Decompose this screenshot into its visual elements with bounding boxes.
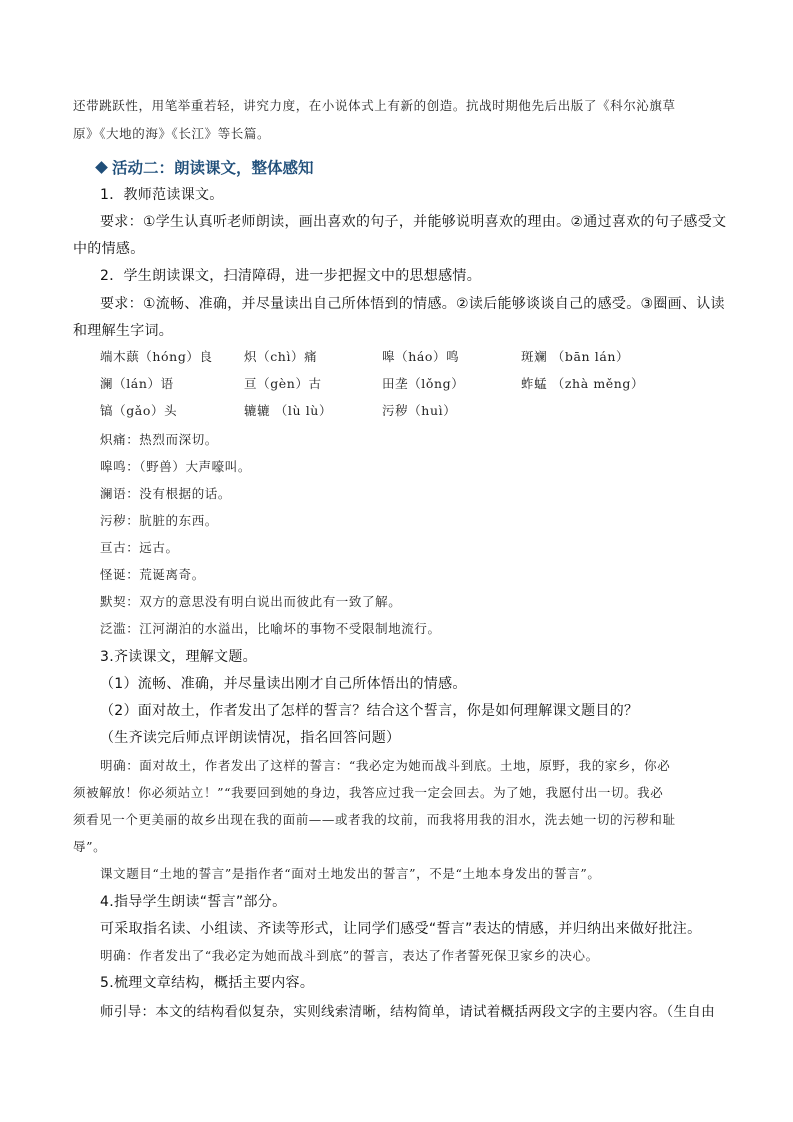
step5-title: 5.梳理文章结构，概括主要内容。 <box>100 975 315 991</box>
definition-line: 污秽：肮脏的东西。 <box>100 513 218 528</box>
vocab-item: 污秽（huì） <box>382 403 457 418</box>
step4-answer: 明确：作者发出了“我必定为她而战斗到底”的誓言，表达了作者誓死保卫家乡的决心。 <box>100 948 599 963</box>
step3-subitem-2: （2）面对故土，作者发出了怎样的誓言？结合这个誓言，你是如何理解课文题目的？ <box>100 703 639 719</box>
step4-body: 可采取指名读、小组读、齐读等形式，让同学们感受“誓言”表达的情感，并归纳出来做好批注。 <box>100 921 702 937</box>
definition-line: 默契：双方的意思没有明白说出而彼此有一致了解。 <box>100 594 402 609</box>
step2-requirement-line-2: 和理解生字词。 <box>73 323 174 339</box>
section-heading <box>97 156 314 178</box>
vocab-item: 蚱蜢 （zhà měng） <box>521 376 645 391</box>
step3-note: （生齐读完后师点评朗读情况，指名回答问题） <box>100 730 401 746</box>
definition-line: 泛滥：江河湖泊的水溢出，比喻坏的事物不受限制地流行。 <box>100 621 441 636</box>
vocab-item: 亘（gèn）古 <box>244 376 322 391</box>
step3-topic-note: 课文题目“土地的誓言”是指作者“面对土地发出的誓言”，不是“土地本身发出的誓言”。 <box>100 866 601 881</box>
definition-line: 嗥鸣：（野兽）大声嚎叫。 <box>100 459 251 474</box>
definition-line: 怪诞：荒诞离奇。 <box>100 567 205 582</box>
step3-answer-line-3: 须看见一个更美丽的故乡出现在我的面前——或者我的坟前，而我将用我的泪水，洗去她一切的污秽和耻 <box>73 812 676 827</box>
step1-requirement-line-1: 要求：①学生认真听老师朗读，画出喜欢的句子，并能够说明喜欢的理由。②通过喜欢的句子感受文 <box>100 214 727 230</box>
step1-title: 1．教师范读课文。 <box>100 187 224 203</box>
step3-title: 3.齐读课文，理解文题。 <box>100 649 257 665</box>
step3-answer-line-4: 辱”。 <box>73 839 107 854</box>
step1-requirement-line-2: 中的情感。 <box>73 241 145 257</box>
step2-title: 2．学生朗读课文，扫清障碍，进一步把握文中的思想感情。 <box>100 268 482 284</box>
vocab-item: 嗥（háo）鸣 <box>382 349 460 364</box>
step2-requirement-line-1: 要求：①流畅、准确，并尽量读出自己所体悟到的情感。②读后能够谈谈自己的感受。③圈画、认读 <box>100 296 725 312</box>
vocab-item: 辘辘 （lù lù） <box>244 403 333 418</box>
step4-title: 4.指导学生朗读“誓言”部分。 <box>100 894 287 910</box>
vocab-item: 炽（chì）痛 <box>244 349 318 364</box>
intro-line-1: 还带跳跃性，用笔举重若轻，讲究力度，在小说体式上有新的创造。抗战时期他先后出版了《科尔沁旗草 <box>73 98 676 113</box>
step3-answer-line-2: 须被解放！你必须站立！”“我要回到她的身边，我答应过我一定会回去。为了她，我愿付出一切。我必 <box>73 785 664 800</box>
definition-line: 澜语：没有根据的话。 <box>100 486 232 501</box>
step3-answer-line-1: 明确：面对故土，作者发出了这样的誓言：“我必定为她而战斗到底。土地，原野，我的家乡，你必 <box>100 758 671 773</box>
diamond-bullet-icon <box>95 161 108 174</box>
vocab-item: 田垄（lǒng） <box>382 376 465 391</box>
step3-subitem-1: （1）流畅、准确，并尽量读出刚才自己所体悟出的情感。 <box>100 676 467 692</box>
step5-body: 师引导：本文的结构看似复杂，实则线索清晰，结构简单，请试着概括两段文字的主要内容。（生自由 <box>100 1004 715 1020</box>
intro-line-2: 原》《大地的海》《长江》等长篇。 <box>73 126 271 141</box>
definition-line: 炽痛：热烈而深切。 <box>100 432 218 447</box>
section-heading-text: 活动二：朗读课文，整体感知 <box>112 159 314 177</box>
vocab-item: 镐（gǎo）头 <box>100 403 178 418</box>
vocab-item: 斑斓 （bān lán） <box>521 349 630 364</box>
vocab-item: 端木蕻（hóng）良 <box>100 349 213 364</box>
definition-line: 亘古：远古。 <box>100 540 179 555</box>
vocab-item: 澜（lán）语 <box>100 376 174 391</box>
